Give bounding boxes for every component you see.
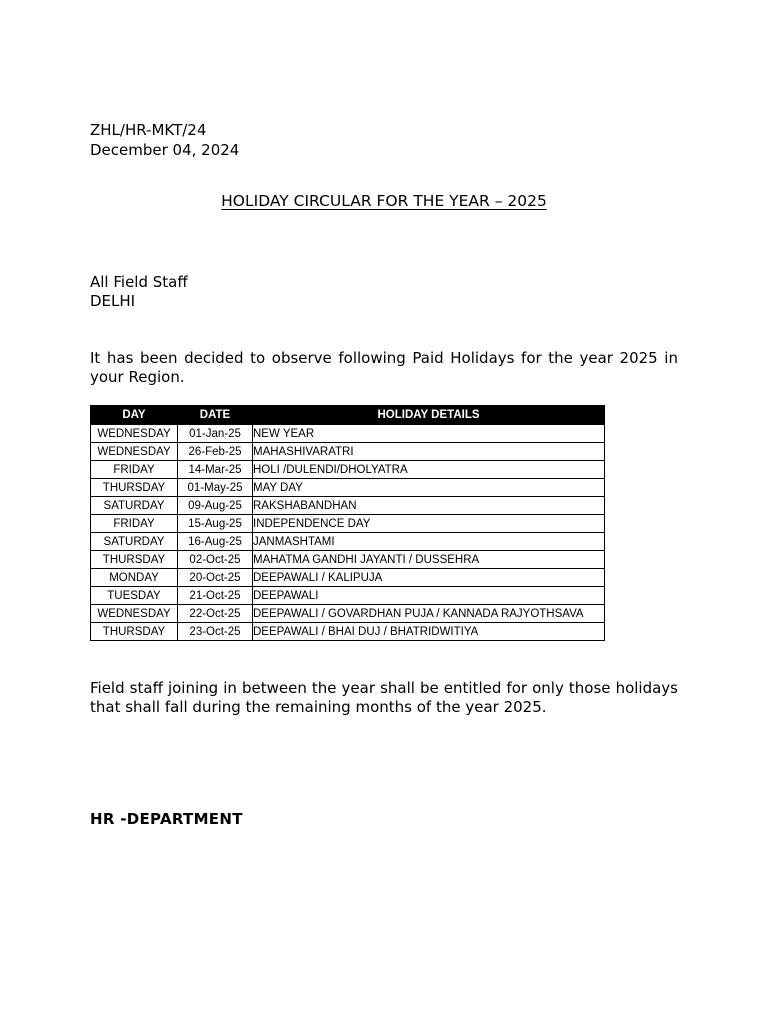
table-row [91, 551, 605, 569]
column-header-date: DATE [178, 406, 253, 425]
cell-date: 26-Feb-25 [178, 443, 253, 461]
column-header-day: DAY [91, 406, 178, 425]
cell-day: FRIDAY [91, 515, 178, 533]
recipient-line-1: All Field Staff [90, 273, 188, 291]
cell-date: 14-Mar-25 [178, 461, 253, 479]
cell-day: WEDNESDAY [91, 605, 178, 623]
table-row [91, 587, 605, 605]
cell-details: DEEPAWALI / GOVARDHAN PUJA / KANNADA RAJYOTHSAVA [253, 605, 605, 623]
cell-date: 23-Oct-25 [178, 623, 253, 641]
cell-details: HOLI /DULENDI/DHOLYATRA [253, 461, 605, 479]
cell-details: NEW YEAR [253, 425, 605, 443]
cell-details: DEEPAWALI / BHAI DUJ / BHATRIDWITIYA [253, 623, 605, 641]
cell-day: TUESDAY [91, 587, 178, 605]
table-row [91, 533, 605, 551]
circular-date: December 04, 2024 [90, 141, 240, 159]
cell-date: 20-Oct-25 [178, 569, 253, 587]
intro-paragraph: It has been decided to observe following Paid Holidays for the year 2025 in your Region. [90, 349, 678, 386]
table-row [91, 443, 605, 461]
table-row [91, 479, 605, 497]
cell-day: MONDAY [91, 569, 178, 587]
cell-date: 01-Jan-25 [178, 425, 253, 443]
cell-date: 01-May-25 [178, 479, 253, 497]
table-row [91, 605, 605, 623]
table-row [91, 569, 605, 587]
column-header-details: HOLIDAY DETAILS [253, 406, 605, 425]
cell-day: THURSDAY [91, 623, 178, 641]
signature: HR -DEPARTMENT [90, 810, 243, 828]
table-row [91, 497, 605, 515]
circular-title: HOLIDAY CIRCULAR FOR THE YEAR – 2025 [221, 192, 547, 210]
table-row [91, 425, 605, 443]
cell-day: SATURDAY [91, 533, 178, 551]
table-header-row [91, 406, 605, 425]
table-body [91, 425, 605, 641]
cell-date: 02-Oct-25 [178, 551, 253, 569]
cell-day: SATURDAY [91, 497, 178, 515]
cell-details: DEEPAWALI / KALIPUJA [253, 569, 605, 587]
holiday-table [90, 405, 605, 641]
table-row [91, 461, 605, 479]
cell-details: MAY DAY [253, 479, 605, 497]
cell-day: THURSDAY [91, 551, 178, 569]
table-row [91, 623, 605, 641]
cell-day: THURSDAY [91, 479, 178, 497]
reference-number: ZHL/HR-MKT/24 [90, 121, 207, 139]
cell-details: JANMASHTAMI [253, 533, 605, 551]
cell-day: FRIDAY [91, 461, 178, 479]
cell-date: 15-Aug-25 [178, 515, 253, 533]
cell-details: MAHASHIVARATRI [253, 443, 605, 461]
cell-details: DEEPAWALI [253, 587, 605, 605]
cell-details: MAHATMA GANDHI JAYANTI / DUSSEHRA [253, 551, 605, 569]
cell-day: WEDNESDAY [91, 443, 178, 461]
cell-details: RAKSHABANDHAN [253, 497, 605, 515]
recipient-line-2: DELHI [90, 292, 136, 310]
cell-date: 09-Aug-25 [178, 497, 253, 515]
cell-details: INDEPENDENCE DAY [253, 515, 605, 533]
cell-date: 21-Oct-25 [178, 587, 253, 605]
cell-day: WEDNESDAY [91, 425, 178, 443]
closing-paragraph: Field staff joining in between the year shall be entitled for only those holidays that shall fall during the remaining months of the year 2025. [90, 679, 678, 716]
table-row [91, 515, 605, 533]
cell-date: 22-Oct-25 [178, 605, 253, 623]
cell-date: 16-Aug-25 [178, 533, 253, 551]
